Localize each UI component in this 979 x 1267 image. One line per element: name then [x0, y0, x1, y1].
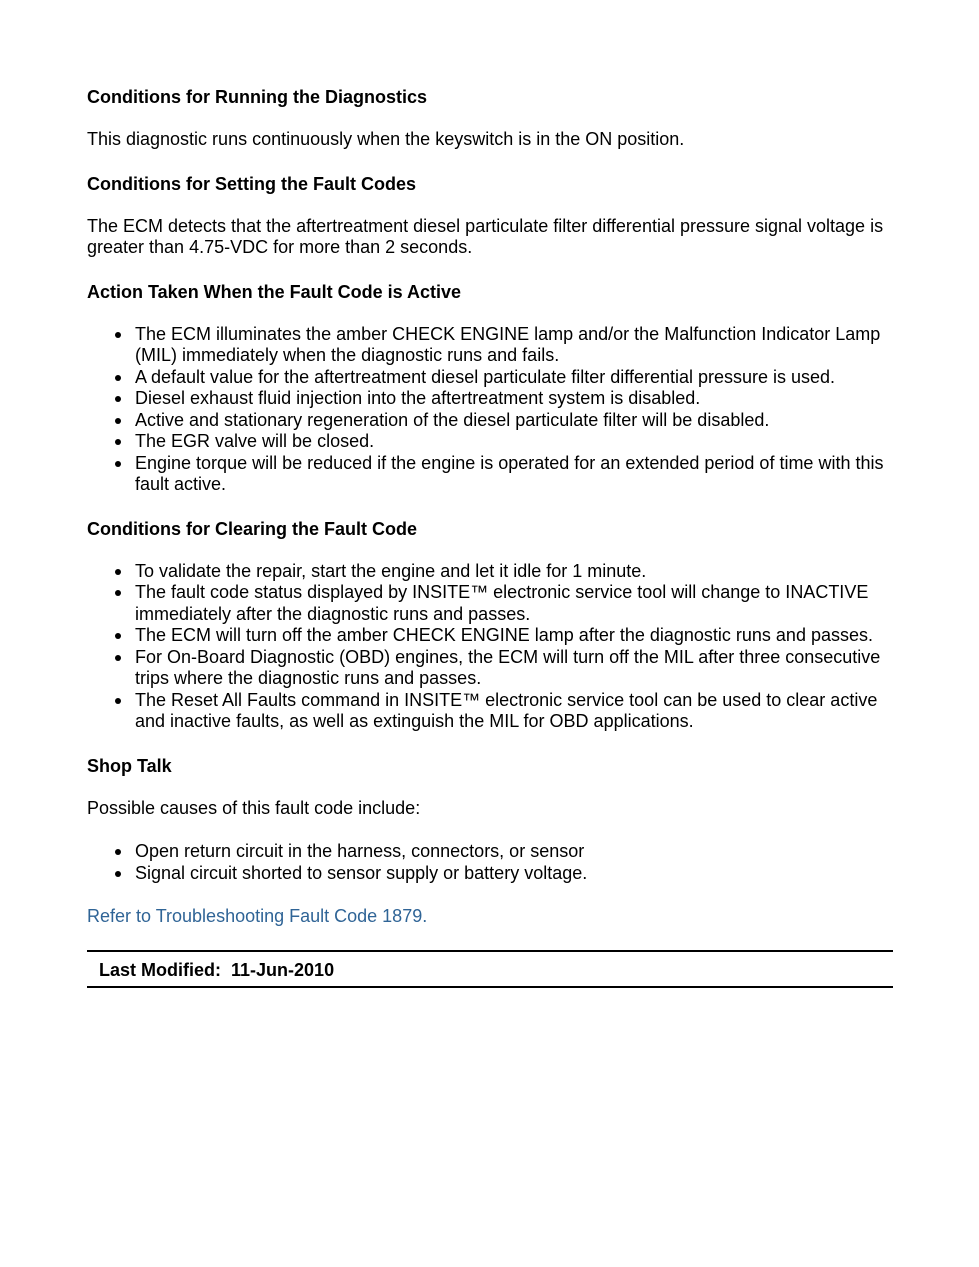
- list-item-text: A default value for the aftertreatment diesel particulate filter differential pressure is used.: [135, 366, 836, 387]
- bullet-icon: [115, 698, 121, 704]
- bullet-list-clearing-fault-code: [87, 561, 893, 733]
- list-item-text: The ECM will turn off the amber CHECK ENGINE lamp after the diagnostic runs and passes.: [135, 625, 873, 645]
- list-item-text: The fault code status displayed by INSITE™ electronic service tool will change to INACTIVE immediately after the diagnostic runs and passes.: [135, 582, 869, 624]
- section-paragraph-running-diagnostics: This diagnostic runs continuously when the keyswitch is in the ON position.: [87, 129, 685, 149]
- bullet-icon: [115, 849, 121, 855]
- list-item-text: Diesel exhaust fluid injection into the aftertreatment system is disabled.: [135, 388, 701, 408]
- bullet-icon: [115, 418, 121, 424]
- list-item: [135, 625, 893, 647]
- list-item: [135, 453, 893, 496]
- list-item: [135, 582, 893, 625]
- section-heading-clearing-fault-code: Conditions for Clearing the Fault Code: [87, 518, 417, 539]
- bullet-icon: [115, 375, 121, 381]
- section-heading-running-diagnostics: Conditions for Running the Diagnostics: [87, 87, 427, 107]
- list-item-text: For On-Board Diagnostic (OBD) engines, the ECM will turn off the MIL after three consecutive trips where the diagnostic runs and passes.: [135, 646, 881, 688]
- list-item: [135, 431, 893, 453]
- list-item-text: The EGR valve will be closed.: [135, 431, 375, 451]
- list-item: [135, 388, 893, 410]
- last-modified-date: 11-Jun-2010: [231, 959, 335, 980]
- troubleshooting-link[interactable]: Refer to Troubleshooting Fault Code 1879.: [87, 906, 428, 926]
- list-item-text: The Reset All Faults command in INSITE™ electronic service tool can be used to clear active and inactive faults, as well as extinguish the MIL for OBD applications.: [135, 689, 878, 731]
- section-paragraph-shop-talk: Possible causes of this fault code include:: [87, 797, 421, 818]
- section-heading-action-taken: Action Taken When the Fault Code is Active: [87, 281, 462, 302]
- bullet-icon: [115, 633, 121, 639]
- bullet-icon: [115, 569, 121, 575]
- list-item: [135, 561, 893, 583]
- last-modified-label: Last Modified:: [99, 959, 221, 980]
- list-item: [135, 410, 893, 432]
- bullet-list-action-taken: [87, 324, 893, 496]
- list-item-text: Signal circuit shorted to sensor supply or battery voltage.: [135, 862, 588, 883]
- list-item-text: Open return circuit in the harness, connectors, or sensor: [135, 841, 585, 861]
- bullet-icon: [115, 461, 121, 467]
- list-item: [135, 367, 893, 389]
- list-item-text: To validate the repair, start the engine and let it idle for 1 minute.: [135, 560, 647, 581]
- list-item: [135, 647, 893, 690]
- bullet-icon: [115, 439, 121, 445]
- bullet-icon: [115, 655, 121, 661]
- section-heading-setting-fault-codes: Conditions for Setting the Fault Codes: [87, 173, 416, 194]
- list-item-text: The ECM illuminates the amber CHECK ENGINE lamp and/or the Malfunction Indicator Lamp (MIL) immediately when the diagnostic runs and fails.: [135, 323, 881, 365]
- bullet-list-possible-causes: [87, 841, 893, 884]
- section-paragraph-setting-fault-codes: The ECM detects that the aftertreatment diesel particulate filter differential pressure signal voltage is greater than 4.75-VDC for more than 2 seconds.: [87, 215, 884, 257]
- list-item-text: Engine torque will be reduced if the engine is operated for an extended period of time with this fault active.: [135, 452, 884, 494]
- last-modified-bar: [87, 950, 893, 988]
- bullet-icon: [115, 590, 121, 596]
- list-item: [135, 863, 893, 885]
- list-item: [135, 690, 893, 733]
- list-item: [135, 324, 893, 367]
- bullet-icon: [115, 871, 121, 877]
- section-heading-shop-talk: Shop Talk: [87, 755, 172, 776]
- bullet-icon: [115, 396, 121, 402]
- bullet-icon: [115, 332, 121, 338]
- document-page: [87, 86, 893, 988]
- list-item-text: Active and stationary regeneration of the diesel particulate filter will be disabled.: [135, 409, 770, 430]
- list-item: [135, 841, 893, 863]
